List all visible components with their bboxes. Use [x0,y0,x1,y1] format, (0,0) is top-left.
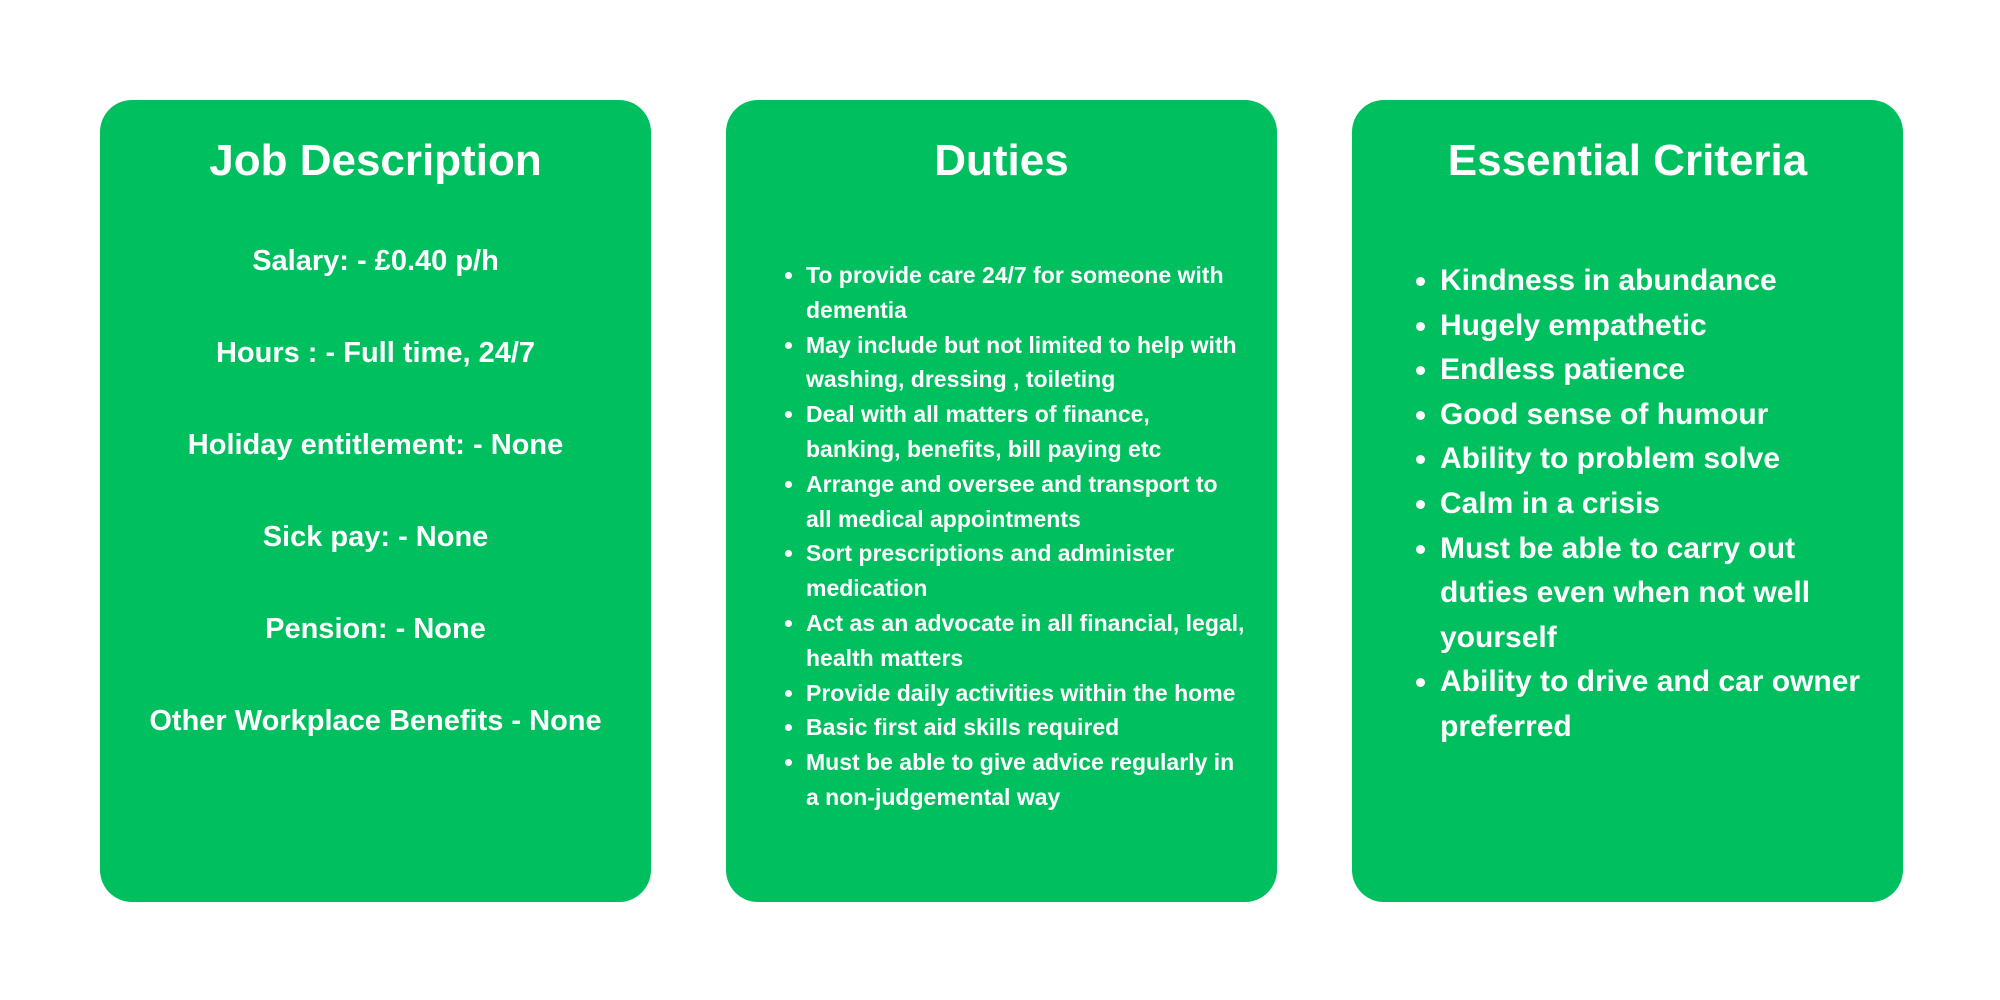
list-item: • Ability to drive and car owner preferred [1440,660,1863,749]
list-item: • Hugely empathetic [1440,304,1863,349]
list-item: • Must be able to give advice regularly in a non-judgemental way [806,745,1249,815]
list-item: • Deal with all matters of finance, banking, benefits, bill paying etc [806,397,1249,467]
job-description-title: Job Description [209,136,542,185]
list-item: • Sort prescriptions and administer medication [806,536,1249,606]
hours-line: Hours : - Full time, 24/7 [215,337,536,369]
essential-criteria-card [1352,100,1903,902]
list-item: • Kindness in abundance [1440,259,1863,304]
list-item: • May include but not limited to help with washing, dressing , toileting [806,328,1249,398]
list-item: • Calm in a crisis [1440,482,1863,527]
list-item: • Endless patience [1440,348,1863,393]
salary-line: Salary: - £0.40 p/h [252,245,499,277]
other-benefits-line: Other Workplace Benefits - None [149,705,602,737]
criteria-list [1408,259,1863,750]
holiday-line: Holiday entitlement: - None [187,429,564,461]
list-item: • Good sense of humour [1440,393,1863,438]
list-item: • Must be able to carry out duties even when not well yourself [1440,527,1863,661]
job-details [130,238,621,790]
list-item: • Provide daily activities within the home [806,676,1249,711]
list-item: • Act as an advocate in all financial, legal, health matters [806,606,1249,676]
list-item: • Ability to problem solve [1440,437,1863,482]
sick-pay-line: Sick pay: - None [262,521,489,553]
list-item: • To provide care 24/7 for someone with dementia [806,258,1249,328]
essential-criteria-title: Essential Criteria [1447,136,1808,185]
duties-title: Duties [934,136,1069,185]
duties-card [726,100,1277,902]
duties-list [780,258,1249,815]
job-description-card [100,100,651,902]
list-item: • Arrange and oversee and transport to all medical appointments [806,467,1249,537]
list-item: • Basic first aid skills required [806,710,1249,745]
pension-line: Pension: - None [265,613,486,645]
